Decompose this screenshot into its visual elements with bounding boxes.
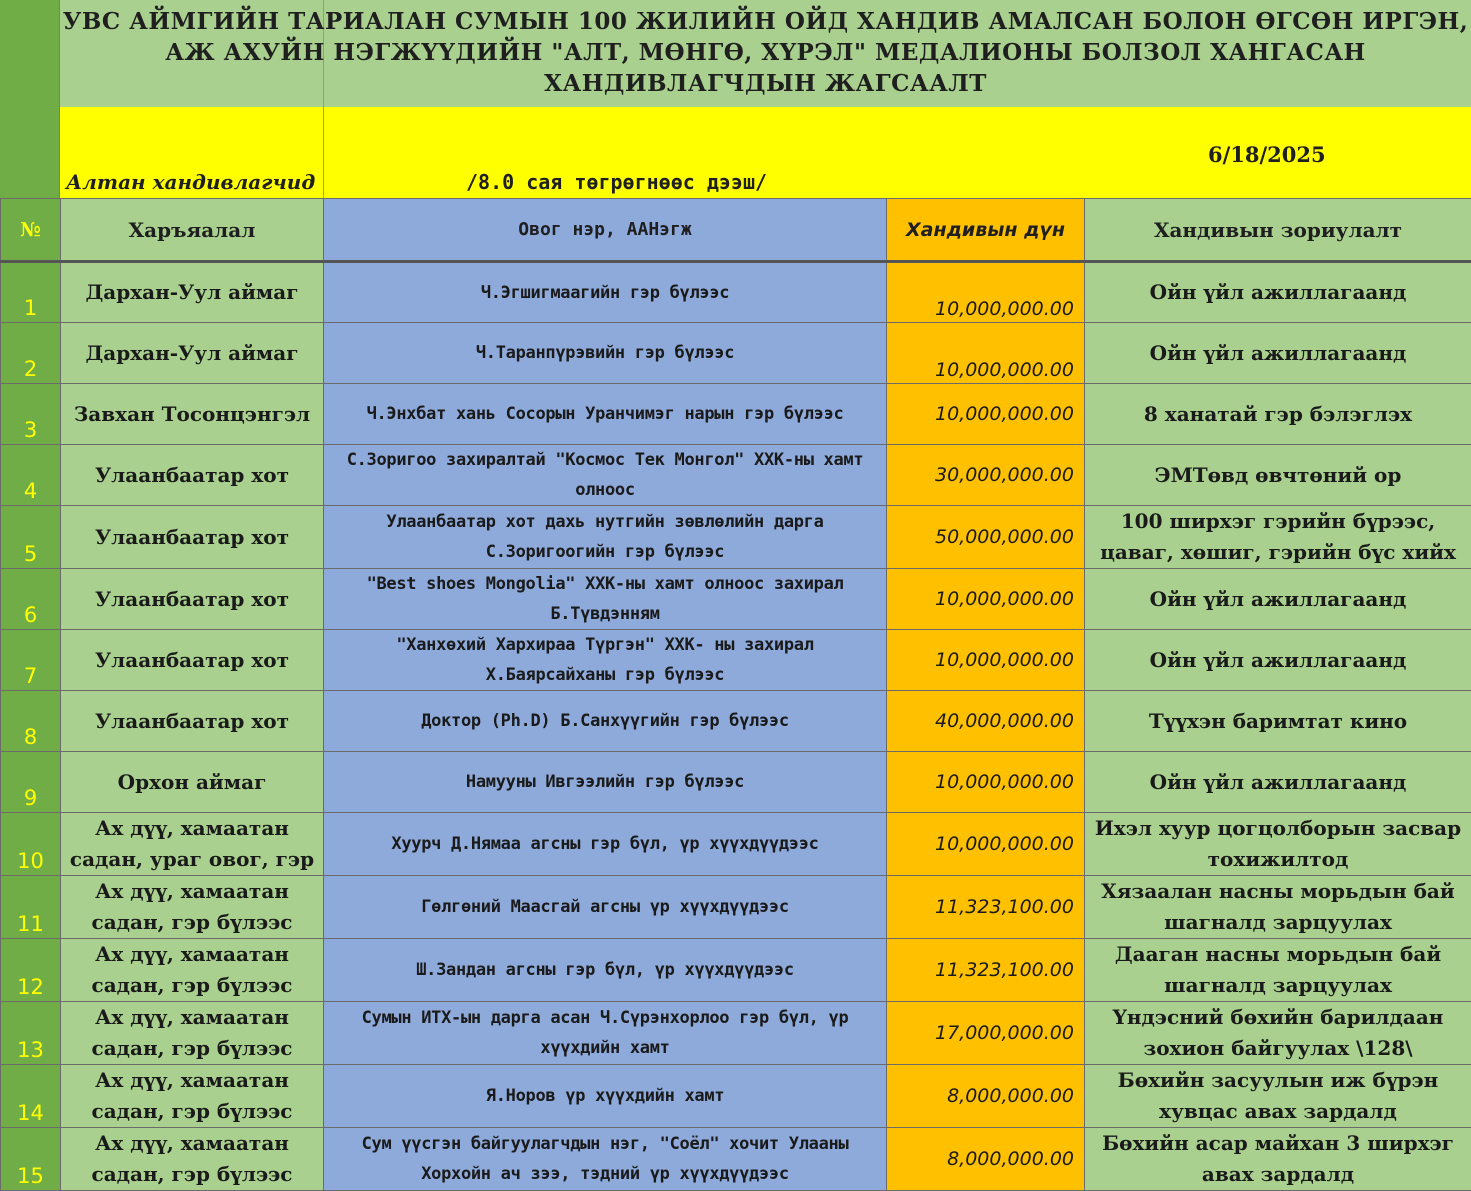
left-strip: [0, 0, 60, 198]
donors-table-wrap: [0, 198, 1471, 1191]
donor-name-cell[interactable]: "Ханхөхий Хархираа Түргэн" ХХК- ны захирал Х.Баярсайханы гэр бүлээс: [324, 630, 887, 691]
row-number-cell[interactable]: 6: [1, 569, 61, 630]
region-cell[interactable]: Ах дүү, хамаатан садан, гэр бүлээс: [61, 1002, 324, 1065]
header-purpose[interactable]: Хандивын зориулалт: [1085, 199, 1471, 262]
amount-cell[interactable]: 8,000,000.00: [887, 1128, 1085, 1191]
table-row: [1, 1065, 1471, 1128]
table-row: [1, 506, 1471, 569]
row-number-cell[interactable]: 2: [1, 323, 61, 384]
donor-name-cell[interactable]: Я.Норов үр хүүхдийн хамт: [324, 1065, 887, 1128]
table-row: [1, 939, 1471, 1002]
purpose-cell[interactable]: Ихэл хуур цогцолборын засвар тохижилтод: [1085, 813, 1471, 876]
region-cell[interactable]: Улаанбаатар хот: [61, 445, 324, 506]
purpose-cell[interactable]: Бөхийн асар майхан 3 ширхэг авах зардалд: [1085, 1128, 1471, 1191]
purpose-cell[interactable]: Хязаалан насны морьдын бай шагналд зарцуулах: [1085, 876, 1471, 939]
purpose-cell[interactable]: Ойн үйл ажиллагаанд: [1085, 323, 1471, 384]
row-number-cell[interactable]: 1: [1, 262, 61, 323]
table-row: [1, 569, 1471, 630]
donors-table: [0, 198, 1471, 1191]
amount-cell[interactable]: 30,000,000.00: [887, 445, 1085, 506]
purpose-cell[interactable]: Ойн үйл ажиллагаанд: [1085, 262, 1471, 323]
threshold-label: /8.0 сая төгрөгнөөс дээш/: [466, 170, 767, 194]
amount-cell[interactable]: 10,000,000.00: [887, 323, 1085, 384]
amount-cell[interactable]: 40,000,000.00: [887, 691, 1085, 752]
donor-name-cell[interactable]: Сумын ИТХ-ын дарга асан Ч.Сүрэнхорлоо гэр бүл, үр хүүхдийн хамт: [324, 1002, 887, 1065]
region-cell[interactable]: Улаанбаатар хот: [61, 506, 324, 569]
table-row: [1, 1128, 1471, 1191]
category-label: Алтан хандивлагчид: [66, 170, 315, 194]
amount-cell[interactable]: 10,000,000.00: [887, 384, 1085, 445]
region-cell[interactable]: Ах дүү, хамаатан садан, гэр бүлээс: [61, 876, 324, 939]
donor-name-cell[interactable]: Намууны Ивгээлийн гэр бүлээс: [324, 752, 887, 813]
purpose-cell[interactable]: 8 ханатай гэр бэлэглэх: [1085, 384, 1471, 445]
amount-cell[interactable]: 17,000,000.00: [887, 1002, 1085, 1065]
table-row: [1, 384, 1471, 445]
row-number-cell[interactable]: 7: [1, 630, 61, 691]
document-title: УВС АЙМГИЙН ТАРИАЛАН СУМЫН 100 ЖИЛИЙН ОЙД ХАНДИВ АМАЛСАН БОЛОН ӨГСӨН ИРГЭН, АЖ АХУЙН НЭГЖҮҮДИЙН "АЛТ, МӨНГӨ, ХҮРЭЛ" МЕДАЛИОНЫ БОЛЗОЛ ХАНГАСАН ХАНДИВЛАГЧДЫН ЖАГСААЛТ: [60, 6, 1471, 99]
table-body: [1, 262, 1471, 1191]
row-number-cell[interactable]: 14: [1, 1065, 61, 1128]
date-label: 6/18/2025: [1208, 142, 1326, 167]
table-row: [1, 630, 1471, 691]
amount-cell[interactable]: 10,000,000.00: [887, 569, 1085, 630]
donor-name-cell[interactable]: Ч.Эгшигмаагийн гэр бүлээс: [324, 262, 887, 323]
purpose-cell[interactable]: Ойн үйл ажиллагаанд: [1085, 752, 1471, 813]
purpose-cell[interactable]: Үндэсний бөхийн барилдаан зохион байгуулах \128\: [1085, 1002, 1471, 1065]
donor-name-cell[interactable]: Ч.Энхбат хань Сосорын Уранчимэг нарын гэр бүлээс: [324, 384, 887, 445]
donor-name-cell[interactable]: С.Зоригоо захиралтай "Космос Тек Монгол" ХХК-ны хамт олноос: [324, 445, 887, 506]
donor-name-cell[interactable]: Доктор (Ph.D) Б.Санхүүгийн гэр бүлээс: [324, 691, 887, 752]
donor-name-cell[interactable]: "Best shoes Mongolia" ХХК-ны хамт олноос захирал Б.Түвдэнням: [324, 569, 887, 630]
row-number-cell[interactable]: 5: [1, 506, 61, 569]
region-cell[interactable]: Орхон аймаг: [61, 752, 324, 813]
region-cell[interactable]: Улаанбаатар хот: [61, 569, 324, 630]
row-number-cell[interactable]: 13: [1, 1002, 61, 1065]
purpose-cell[interactable]: Дааган насны морьдын бай шагналд зарцуулах: [1085, 939, 1471, 1002]
amount-cell[interactable]: 10,000,000.00: [887, 262, 1085, 323]
table-row: [1, 323, 1471, 384]
donor-name-cell[interactable]: Сум үүсгэн байгуулагчдын нэг, "Соёл" хочит Улааны Хорхойн ач зээ, тэдний үр хүүхдүүдээс: [324, 1128, 887, 1191]
header-number[interactable]: №: [1, 199, 61, 262]
donor-name-cell[interactable]: Ч.Таранпүрэвийн гэр бүлээс: [324, 323, 887, 384]
purpose-cell[interactable]: Бөхийн засуулын иж бүрэн хувцас авах зардалд: [1085, 1065, 1471, 1128]
amount-cell[interactable]: 50,000,000.00: [887, 506, 1085, 569]
row-number-cell[interactable]: 15: [1, 1128, 61, 1191]
table-row: [1, 262, 1471, 323]
table-row: [1, 445, 1471, 506]
row-number-cell[interactable]: 3: [1, 384, 61, 445]
row-number-cell[interactable]: 10: [1, 813, 61, 876]
donor-name-cell[interactable]: Гөлгөний Маасгай агсны үр хүүхдүүдээс: [324, 876, 887, 939]
region-cell[interactable]: Улаанбаатар хот: [61, 630, 324, 691]
purpose-cell[interactable]: 100 ширхэг гэрийн бүрээс, цаваг, хөшиг, гэрийн бүс хийх: [1085, 506, 1471, 569]
table-row: [1, 752, 1471, 813]
donor-name-cell[interactable]: Хуурч Д.Нямаа агсны гэр бүл, үр хүүхдүүдээс: [324, 813, 887, 876]
purpose-cell[interactable]: ЭМТөвд өвчтөний ор: [1085, 445, 1471, 506]
region-cell[interactable]: Дархан-Уул аймаг: [61, 323, 324, 384]
donor-name-cell[interactable]: Ш.Зандан агсны гэр бүл, үр хүүхдүүдээс: [324, 939, 887, 1002]
region-cell[interactable]: Ах дүү, хамаатан садан, гэр бүлээс: [61, 1065, 324, 1128]
table-header-row: [1, 199, 1471, 262]
table-row: [1, 813, 1471, 876]
row-number-cell[interactable]: 12: [1, 939, 61, 1002]
amount-cell[interactable]: 10,000,000.00: [887, 813, 1085, 876]
row-number-cell[interactable]: 8: [1, 691, 61, 752]
region-cell[interactable]: Ах дүү, хамаатан садан, гэр бүлээс: [61, 939, 324, 1002]
region-cell[interactable]: Улаанбаатар хот: [61, 691, 324, 752]
region-cell[interactable]: Завхан Тосонцэнгэл: [61, 384, 324, 445]
region-cell[interactable]: Ах дүү, хамаатан садан, ураг овог, гэр: [61, 813, 324, 876]
donor-name-cell[interactable]: Улаанбаатар хот дахь нутгийн зөвлөлийн дарга С.Зоригоогийн гэр бүлээс: [324, 506, 887, 569]
region-cell[interactable]: Ах дүү, хамаатан садан, гэр бүлээс: [61, 1128, 324, 1191]
amount-cell[interactable]: 10,000,000.00: [887, 752, 1085, 813]
row-number-cell[interactable]: 11: [1, 876, 61, 939]
amount-cell[interactable]: 8,000,000.00: [887, 1065, 1085, 1128]
purpose-cell[interactable]: Ойн үйл ажиллагаанд: [1085, 569, 1471, 630]
row-number-cell[interactable]: 4: [1, 445, 61, 506]
header-amount[interactable]: Хандивын дүн: [887, 199, 1085, 262]
row-number-cell[interactable]: 9: [1, 752, 61, 813]
amount-cell[interactable]: 11,323,100.00: [887, 939, 1085, 1002]
region-cell[interactable]: Дархан-Уул аймаг: [61, 262, 324, 323]
purpose-cell[interactable]: Түүхэн баримтат кино: [1085, 691, 1471, 752]
header-donor-name[interactable]: Овог нэр, ААНэгж: [324, 199, 887, 262]
table-row: [1, 691, 1471, 752]
amount-cell[interactable]: 10,000,000.00: [887, 630, 1085, 691]
amount-cell[interactable]: 11,323,100.00: [887, 876, 1085, 939]
header-region[interactable]: Харъяалал: [61, 199, 324, 262]
table-row: [1, 876, 1471, 939]
purpose-cell[interactable]: Ойн үйл ажиллагаанд: [1085, 630, 1471, 691]
table-row: [1, 1002, 1471, 1065]
